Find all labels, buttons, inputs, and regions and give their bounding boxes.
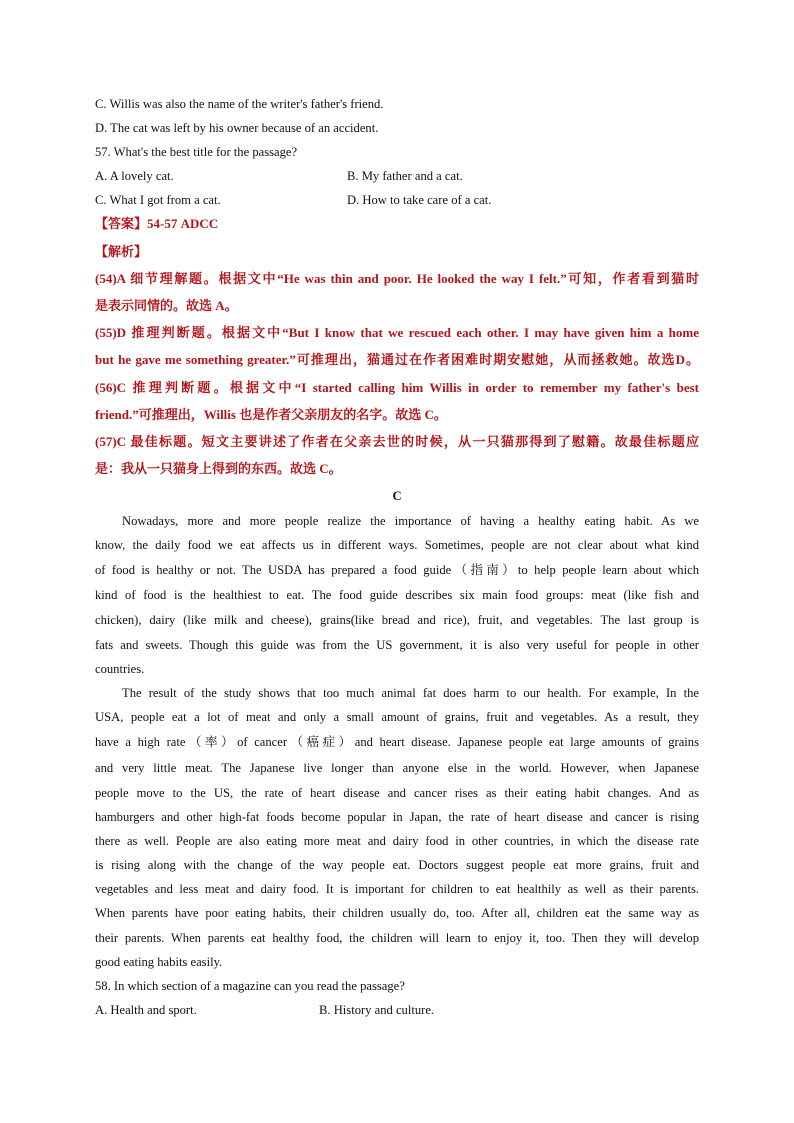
answer-key: 【答案】54-57 ADCC xyxy=(95,216,219,231)
analysis-line: but he gave me something greater.”可推理出，猫通过在作者困难时期安慰她，从而拯救她。故选D。 xyxy=(95,352,699,367)
passage-line: When parents have poor eating habits, their children usually do, too. After all, children eat the same way as xyxy=(95,906,699,920)
analysis-line: 是：我从一只猫身上得到的东西。故选 C。 xyxy=(95,461,342,476)
passage-line: people move to the US, the rate of heart disease and cancer rises as their eating habit changes. And as xyxy=(95,786,699,800)
passage-line: chicken), dairy (like milk and cheese), grains(like bread and rice), fruit, and vegetables. The last group is xyxy=(95,613,699,627)
q58-question: 58. In which section of a magazine can you read the passage? xyxy=(95,979,405,993)
passage-line: their parents. When parents eat healthy food, the children will learn to enjoy it, too. Then they will develop xyxy=(95,931,699,945)
analysis-line: friend.”可推理出，Willis 也是作者父亲朋友的名字。故选 C。 xyxy=(95,407,447,422)
passage-line: The result of the study shows that too much animal fat does harm to our health. For example, In the xyxy=(122,686,699,700)
passage-line: know, the daily food we eat affects us in different ways. Sometimes, people are not clear about what kind xyxy=(95,538,699,552)
q57-option-d: D. How to take care of a cat. xyxy=(347,193,492,207)
q57-row-cd xyxy=(95,192,699,208)
passage-line: fats and sweets. Though this guide was from the US government, it is also very useful for people in other xyxy=(95,638,699,652)
q57-option-c: C. What I got from a cat. xyxy=(95,193,221,207)
q57-option-a: A. A lovely cat. xyxy=(95,169,174,183)
passage-line: vegetables and less meat and dairy food. It is important for children to eat healthily as well as their parents. xyxy=(95,882,699,896)
analysis-line: (57)C 最佳标题。短文主要讲述了作者在父亲去世的时候，从一只猫那得到了慰籍。故最佳标题应 xyxy=(95,434,699,449)
q58-row-ab xyxy=(95,1002,699,1018)
q57-question: 57. What's the best title for the passage? xyxy=(95,145,298,159)
q58-option-b: B. History and culture. xyxy=(319,1003,435,1017)
passage-line: hamburgers and other high-fat foods become popular in Japan, the rate of heart disease and cancer is rising xyxy=(95,810,699,824)
analysis-line: (56)C 推理判断题。根据文中“I started calling him Willis in order to remember my father's best xyxy=(95,380,699,395)
analysis-line: 是表示同情的。故选 A。 xyxy=(95,298,238,313)
analysis-line: (54)A 细节理解题。根据文中“He was thin and poor. He looked the way I felt.”可知，作者看到猫时 xyxy=(95,271,699,286)
passage-line: USA, people eat a lot of meat and only a small amount of grains, fruit and vegetables. As a result, they xyxy=(95,710,699,724)
q57-row-ab xyxy=(95,168,699,184)
passage-line: good eating habits easily. xyxy=(95,955,223,969)
analysis-label: 【解析】 xyxy=(95,244,148,259)
passage-line: countries. xyxy=(95,662,145,676)
q58-option-a: A. Health and sport. xyxy=(95,1003,197,1017)
q56-option-d: D. The cat was left by his owner because of an accident. xyxy=(95,121,379,135)
passage-line: is rising along with the change of the way people eat. Doctors suggest people eat more grains, fruit and xyxy=(95,858,699,872)
passage-line: kind of food is the healthiest to eat. The food guide describes six main food groups: meat (like fish and xyxy=(95,588,699,602)
passage-line: there as well. People are also eating more meat and dairy food in other countries, in which the disease rate xyxy=(95,834,699,848)
q57-option-b: B. My father and a cat. xyxy=(347,169,463,183)
passage-line: of food is healthy or not. The USDA has prepared a food guide（指南）to help people learn about which xyxy=(95,563,699,577)
passage-line: have a high rate（率）of cancer（癌症）and heart disease. Japanese people eat large amounts of grains xyxy=(95,735,699,749)
analysis-line: (55)D 推理判断题。根据文中“But I know that we rescued each other. I may have given him a home xyxy=(95,325,699,340)
q56-option-c: C. Willis was also the name of the writer's father's friend. xyxy=(95,97,384,111)
section-heading: C xyxy=(392,489,402,503)
passage-line: Nowadays, more and more people realize the importance of having a healthy eating habit. As we xyxy=(122,514,699,528)
passage-line: and very little meat. The Japanese live longer than anyone else in the world. However, when Japanese xyxy=(95,761,699,775)
